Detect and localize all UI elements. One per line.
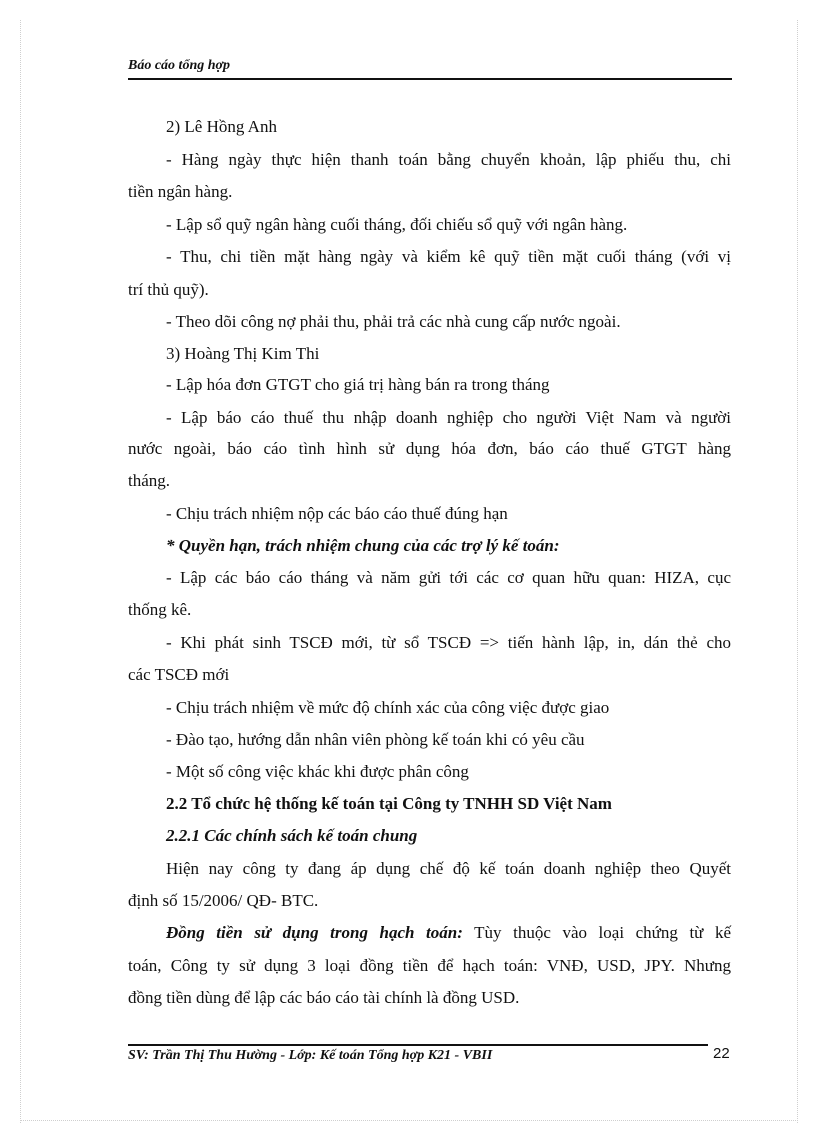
paragraph-line: - Theo dõi công nợ phải thu, phải trả các nhà cung cấp nước ngoài. <box>166 312 621 331</box>
running-header: Báo cáo tổng hợp <box>128 58 231 73</box>
paragraph-line: tháng. <box>128 471 171 490</box>
paragraph-line: các TSCĐ mới <box>128 665 230 684</box>
paragraph-line: - Lập hóa đơn GTGT cho giá trị hàng bán ra trong tháng <box>166 375 550 394</box>
section-heading-2-2: 2.2 Tổ chức hệ thống kế toán tại Công ty TNHH SD Việt Nam <box>166 794 612 813</box>
page-number: 22 <box>713 1045 730 1062</box>
paragraph-line: thống kê. <box>128 600 192 619</box>
paragraph-line: đồng tiền dùng để lập các báo cáo tài chính là đồng USD. <box>128 988 520 1007</box>
paragraph-line: nước ngoài, báo cáo tình hình sử dụng hóa đơn, báo cáo thuế GTGT hàng <box>128 439 731 458</box>
section-heading-le-hong-anh: 2) Lê Hồng Anh <box>166 117 277 136</box>
paragraph-line: định số 15/2006/ QĐ- BTC. <box>128 891 319 910</box>
paragraph-line: - Lập báo cáo thuế thu nhập doanh nghiệp cho người Việt Nam và người <box>166 408 731 427</box>
paragraph-line: toán, Công ty sử dụng 3 loại đồng tiền để hạch toán: VNĐ, USD, JPY. Nhưng <box>128 956 731 975</box>
section-heading-hoang-thi-kim-thi: 3) Hoàng Thị Kim Thi <box>166 344 320 363</box>
paragraph-line: - Thu, chi tiền mặt hàng ngày và kiểm kê quỹ tiền mặt cuối tháng (với vị <box>166 247 731 266</box>
header-rule <box>128 78 732 80</box>
paragraph-line: - Chịu trách nhiệm nộp các báo cáo thuế đúng hạn <box>166 504 508 523</box>
paragraph-line: - Lập sổ quỹ ngân hàng cuối tháng, đối chiếu sổ quỹ với ngân hàng. <box>166 215 628 234</box>
inline-text: Tùy thuộc vào loại chứng từ kế <box>462 923 731 942</box>
paragraph-line: - Chịu trách nhiệm về mức độ chính xác của công việc được giao <box>166 698 610 717</box>
paragraph-line <box>166 922 731 944</box>
page-bottom-edge <box>20 1120 796 1121</box>
subheading-responsibilities: * Quyền hạn, trách nhiệm chung của các trợ lý kế toán: <box>166 536 560 555</box>
paragraph-line: - Đào tạo, hướng dẫn nhân viên phòng kế toán khi có yêu cầu <box>166 730 585 749</box>
paragraph-line: - Một số công việc khác khi được phân công <box>166 762 469 781</box>
paragraph-line: Hiện nay công ty đang áp dụng chế độ kế toán doanh nghiệp theo Quyết <box>166 859 731 878</box>
paragraph-line: trí thủ quỹ). <box>128 280 209 299</box>
running-footer: SV: Trần Thị Thu Hường - Lớp: Kế toán Tổng hợp K21 - VBII <box>128 1048 493 1063</box>
footer-rule <box>128 1044 708 1046</box>
paragraph-line: tiền ngân hàng. <box>128 182 233 201</box>
paragraph-line: - Hàng ngày thực hiện thanh toán bằng chuyển khoản, lập phiếu thu, chi <box>166 150 731 169</box>
section-heading-2-2-1: 2.2.1 Các chính sách kế toán chung <box>166 826 418 845</box>
paragraph-line: - Lập các báo cáo tháng và năm gửi tới các cơ quan hữu quan: HIZA, cục <box>166 568 731 587</box>
paragraph-line: - Khi phát sinh TSCĐ mới, từ sổ TSCĐ => tiến hành lập, in, dán thẻ cho <box>166 633 731 652</box>
inline-label-currency: Đồng tiền sử dụng trong hạch toán: <box>166 923 463 942</box>
